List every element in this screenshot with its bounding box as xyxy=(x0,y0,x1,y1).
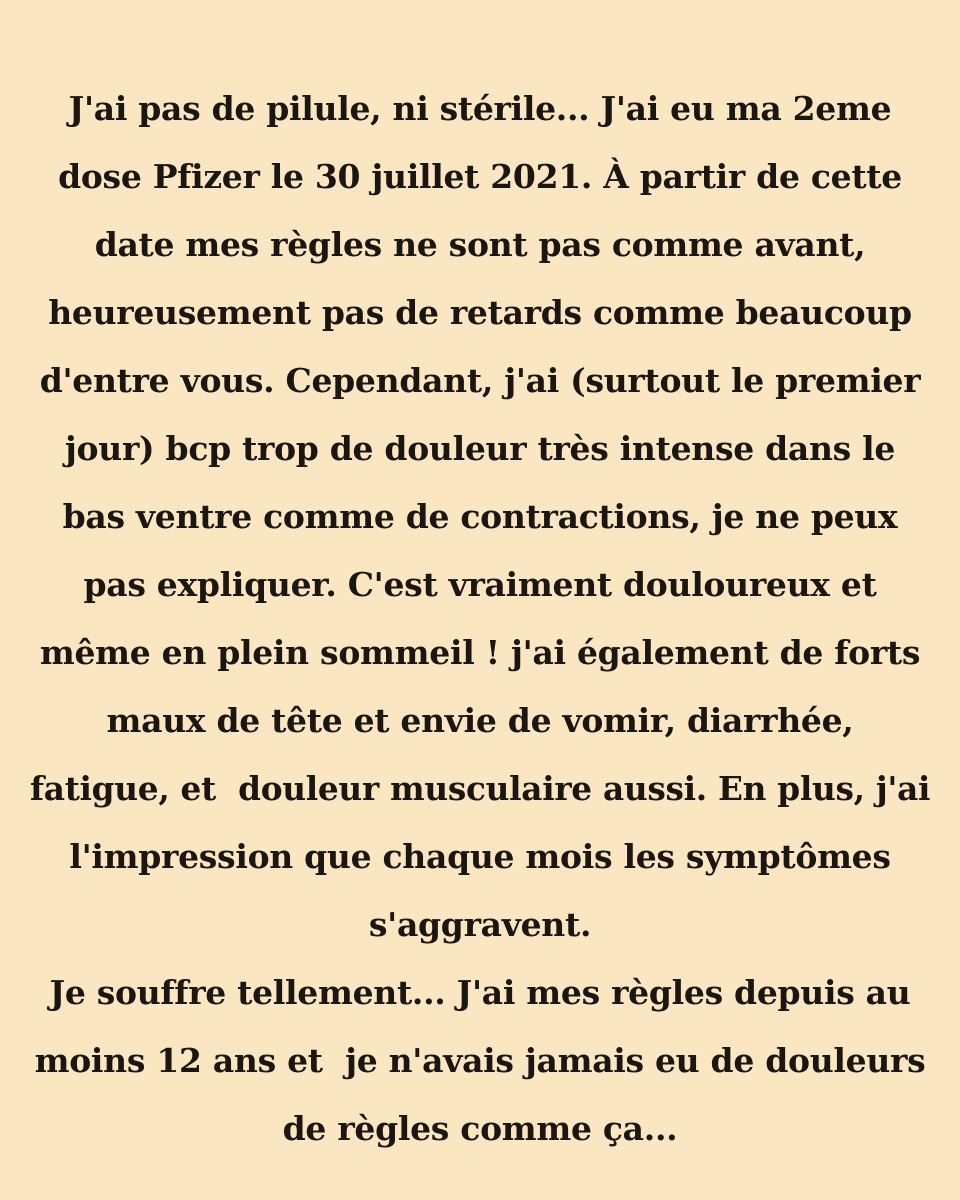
testimony-line-8: pas expliquer. C'est vraiment douloureux et xyxy=(83,565,877,604)
testimony-line-12: l'impression que chaque mois les symptômes xyxy=(69,837,891,876)
testimony-text xyxy=(30,75,930,1163)
testimony-line-13: s'aggravent. xyxy=(368,905,592,944)
testimony-line-1: J'ai pas de pilule, ni stérile... J'ai eu ma 2eme xyxy=(68,89,892,128)
testimony-line-14: Je souffre tellement... J'ai mes règles depuis au xyxy=(49,973,911,1012)
testimony-line-10: maux de tête et envie de vomir, diarrhée, xyxy=(106,701,854,740)
testimony-line-2: dose Pfizer le 30 juillet 2021. À partir de cette xyxy=(58,157,902,196)
testimony-line-3: date mes règles ne sont pas comme avant, xyxy=(94,225,866,264)
testimony-line-7: bas ventre comme de contractions, je ne peux xyxy=(62,497,898,536)
testimony-line-5: d'entre vous. Cependant, j'ai (surtout le premier xyxy=(39,361,921,400)
testimony-line-11: fatigue, et douleur musculaire aussi. En plus, j'ai xyxy=(30,769,931,808)
testimony-line-9: même en plein sommeil ! j'ai également de forts xyxy=(39,633,921,672)
testimony-line-4: heureusement pas de retards comme beaucoup xyxy=(48,293,912,332)
testimony-line-6: jour) bcp trop de douleur très intense dans le xyxy=(64,429,896,468)
testimony-line-16: de règles comme ça... xyxy=(282,1109,678,1148)
testimony-line-15: moins 12 ans et je n'avais jamais eu de douleurs xyxy=(34,1041,926,1080)
